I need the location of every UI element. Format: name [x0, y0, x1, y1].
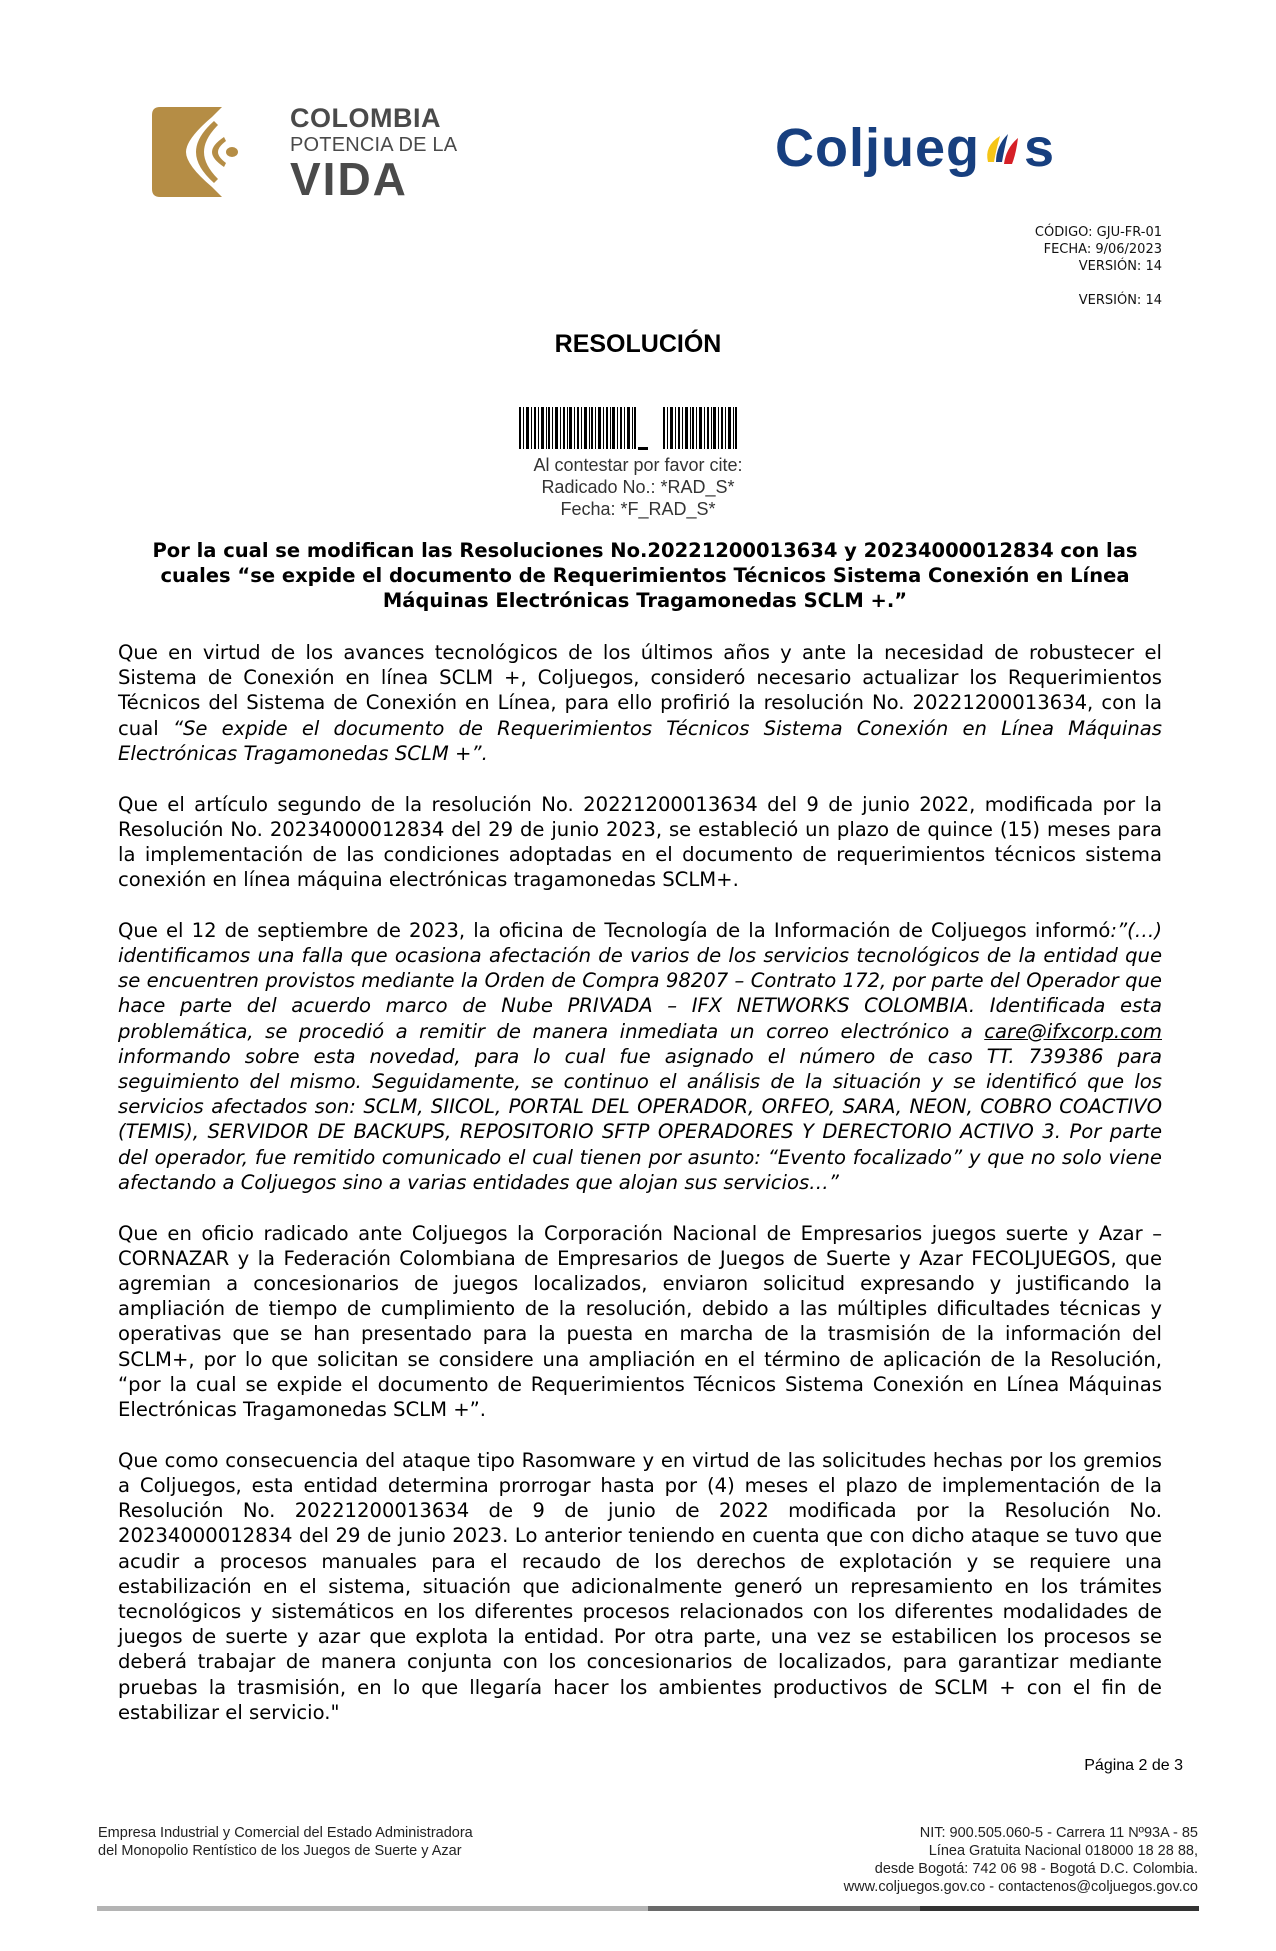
paragraph-4-text: Que en oficio radicado ante Coljuegos la Corporación Nacional de Empresarios juegos suerte y Azar – CORNAZAR y la Federación Colombiana de Empresarios de Juegos de Suerte y Azar FECOLJUEGOS, que agremian a concesionarios de juegos localizados, enviaron solicitud expresando y justificando la ampliación de tiempo de cumplimiento de la resolución, debido a las múltiples dificultades técnicas y operativas que se han presentado para la puesta en marcha de la trasmisión de la información del SCLM+, por lo que solicitan se considere una ampliación en el término de aplicación de la Resolución, “por la cual se expide el documento de Requerimientos Técnicos Sistema Conexión en Línea Máquinas Electrónicas Tragamonedas SCLM +”.	[118, 1221, 1162, 1421]
coljuegos-logo-text-end: s	[1024, 118, 1056, 178]
document-title: RESOLUCIÓN	[554, 330, 722, 358]
footer-bar-segment-light	[97, 1906, 648, 1911]
footer-nit-address: NIT: 900.505.060-5 - Carrera 11 Nº93A - 85	[919, 1825, 1198, 1841]
coljuegos-logo-text-start: Coljueg	[775, 118, 980, 178]
paragraph-1-text: Que en virtud de los avances tecnológicos de los últimos años y ante la necesidad de robustecer el Sistema de Conexión en línea SCLM +, Coljuegos, consideró necesario actualizar los Requerimientos Técnicos del Sistema de Conexión en Línea, para ello profirió la resolución No. 20221200013634, con la cual	[118, 641, 1162, 740]
logo-line-vida: VIDA	[290, 153, 408, 205]
document-version: VERSIÓN: 14	[1078, 259, 1162, 274]
footer-toll-free-line: Línea Gratuita Nacional 018000 18 28 88,	[928, 1843, 1198, 1859]
paragraph-4	[118, 1221, 1162, 1423]
paragraph-5-text: Que como consecuencia del ataque tipo Rasomware y en virtud de las solicitudes hechas por los gremios a Coljuegos, esta entidad determina prorrogar hasta por (4) meses el plazo de implementación de la Resolución No. 20221200013634 de 9 de junio de 2022 modificada por la Resolución No. 20234000012834 del 29 de junio 2023. Lo anterior teniendo en cuenta que con dicho ataque se tuvo que acudir a procesos manuales para el recaudo de los derechos de explotación y se requiere una estabilización en el sistema, situación que adicionalmente generó un represamiento en los trámites tecnológicos y sistemáticos en los diferentes procesos relacionados con los diferentes modalidades de juegos de suerte y azar que explota la entidad. Por otra parte, una vez se estabilicen los procesos se deberá trabajar de manera conjunta con los concesionarios de localizados, para garantizar mediante pruebas la trasmisión, en lo que llegaría hacer los ambientes productivos de SCLM + con el fin de estabilizar el servicio."	[118, 1448, 1162, 1724]
colombia-wave-mark-icon	[152, 107, 244, 197]
logo-line-potencia: POTENCIA DE LA	[290, 134, 458, 156]
footer-bar-segment-dark	[920, 1906, 1199, 1911]
paragraph-3-quote-end: informando sobre esta novedad, para lo cual fue asignado el número de caso TT. 739386 para seguimiento del mismo. Seguidamente, se continuo el análisis de la situación y se identificó que los servicios afectados son: SCLM, SIICOL, PORTAL DEL OPERADOR, ORFEO, SARA, NEON, COBRO COACTIVO (TEMIS), SERVIDOR DE BACKUPS, REPOSITORIO SFTP OPERADORES Y DERECTORIO ACTIVO 3. Por parte del operador, fue remitido comunicado el cual tienen por asunto: “Evento focalizado” y que no solo viene afectando a Coljuegos sino a varias entidades que alojan sus servicios…”	[118, 1044, 1162, 1194]
resolution-subject: Por la cual se modifican las Resoluciones No.20221200013634 y 20234000012834 con las cuales “se expide el documento de Requerimientos Técnicos Sistema Conexión en Línea Máquinas Electrónicas Tragamonedas SCLM +.”	[152, 539, 1138, 612]
colombia-potencia-de-la-vida-logo	[152, 103, 472, 203]
paragraph-5	[118, 1448, 1162, 1725]
logo-line-colombia: COLOMBIA	[290, 103, 441, 133]
footer-divider-bar	[97, 1906, 1199, 1911]
page-number: Página 2 de 3	[1084, 1757, 1183, 1774]
paragraph-1	[118, 640, 1162, 766]
document-code: CÓDIGO: GJU-FR-01	[1034, 225, 1162, 240]
footer-left-line-2: del Monopolio Rentístico de los Juegos de Suerte y Azar	[98, 1843, 462, 1859]
barcode-caption	[0, 454, 1276, 520]
document-date: FECHA: 9/06/2023	[1043, 242, 1162, 257]
paragraph-3-text: Que el 12 de septiembre de 2023, la oficina de Tecnología de la Información de Coljuegos informó	[118, 918, 1111, 942]
barcode-caption-instruction: Al contestar por favor cite:	[533, 455, 743, 475]
document-code-block	[1035, 224, 1162, 309]
footer-bogota-phone: desde Bogotá: 742 06 98 - Bogotá D.C. Colombia.	[874, 1861, 1198, 1877]
footer-web-email: www.coljuegos.gov.co - contactenos@coljuegos.gov.co	[843, 1879, 1198, 1895]
barcode-caption-radicado: Radicado No.: *RAD_S*	[541, 477, 735, 497]
footer-entity-description	[98, 1824, 473, 1860]
paragraph-2-text: Que el artículo segundo de la resolución No. 20221200013634 del 9 de junio 2022, modificada por la Resolución No. 20234000012834 del 29 de junio 2023, se estableció un plazo de quince (15) meses para la implementación de las condiciones adoptadas en el documento de requerimientos técnicos sistema conexión en línea máquina electrónicas tragamonedas SCLM+.	[118, 792, 1162, 892]
footer-contact-info	[844, 1824, 1198, 1896]
footer-left-line-1: Empresa Industrial y Comercial del Estado Administradora	[98, 1825, 473, 1841]
coljuegos-logo	[775, 118, 1155, 178]
coljuegos-flag-swoosh-icon	[982, 128, 1022, 168]
paragraph-2	[118, 792, 1162, 893]
paragraph-3	[118, 918, 1162, 1195]
footer-bar-segment-mid	[648, 1906, 920, 1911]
email-link[interactable]: care@ifxcorp.com	[984, 1019, 1162, 1043]
document-version-repeat: VERSIÓN: 14	[1078, 293, 1162, 308]
paragraph-3-quote-start: :”(…) identificamos una falla que ocasiona afectación de varios de los servicios tecnológicos de la entidad que se encuentren provistos mediante la Orden de Compra 98207 – Contrato 172, por parte del Operador que hace parte del acuerdo marco de Nube PRIVADA – IFX NETWORKS COLOMBIA. Identificada esta problemática, se procedió a remitir de manera inmediata un correo electrónico a	[118, 918, 1162, 1043]
barcode-caption-fecha: Fecha: *F_RAD_S*	[560, 499, 716, 519]
document-body	[118, 640, 1162, 1750]
barcode-icon	[519, 407, 761, 452]
paragraph-1-quote: “Se expide el documento de Requerimientos Técnicos Sistema Conexión en Línea Máquinas Electrónicas Tragamonedas SCLM +”.	[118, 716, 1162, 765]
